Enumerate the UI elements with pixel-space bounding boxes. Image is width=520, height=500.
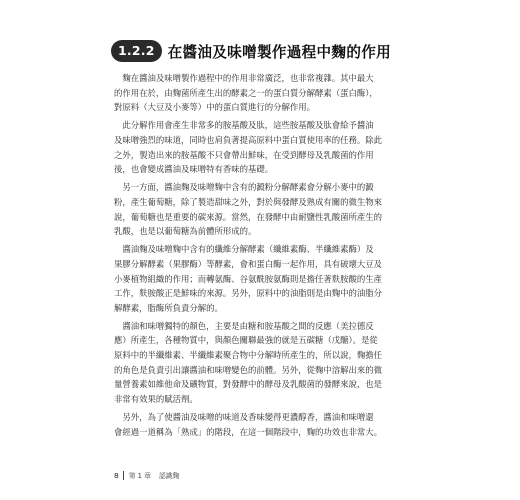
text-line: 小麥植物組織的作用；而轉氨酶、谷氨酰胺氨酶則是擔任著麩胺酸的生產 <box>114 273 382 284</box>
section-title: 在醬油及味噌製作過程中麴的作用 <box>167 43 392 61</box>
text-line: 後，也會變成醬油及味噌特有香味的基礎。 <box>114 164 274 175</box>
text-line: 此分解作用會產生非常多的胺基酸及肽，這些胺基酸及肽會給予醬油 <box>114 120 374 131</box>
text-line: 乳酸，也是以葡萄糖為前體所形成的。 <box>114 226 257 237</box>
text-line: 醬油麴及味噌麴中含有的纖維分解酵素（纖維素酶、半纖維素酶）及 <box>114 244 374 255</box>
text-line: 非常有效果的賦活劑。 <box>114 393 198 404</box>
text-line: 粉，產生葡萄糖，除了製造甜味之外，對於與發酵及熟成有關的微生物來 <box>114 196 382 207</box>
section-number-badge: 1.2.2 <box>111 40 162 62</box>
text-line: 解酵素，脂酶所負責分解的。 <box>114 302 223 313</box>
body-text <box>114 71 414 443</box>
text-line: 量營養素如維他命及礦物質，對發酵中的酵母及乳酸菌的發酵來說，也是 <box>114 379 382 390</box>
text-line: 及味噌強烈的味道，同時也肩負著提高原料中蛋白質使用率的任務。除此 <box>114 134 382 145</box>
text-line: 會經過一道稱為「熟成」的階段，在這一個階段中，麴的功效也非常大。 <box>114 426 382 437</box>
paragraph <box>114 118 414 176</box>
text-line: 原料中的半纖維素、半纖維素聚合物中分解時所產生的，所以說，麴擔任 <box>114 350 382 361</box>
paragraph <box>114 180 414 238</box>
text-line: 另外，為了使醬油及味噌的味道及香味變得更濃醇香，醬油和味噌還 <box>114 412 374 423</box>
page-footer <box>114 469 179 481</box>
footer-divider <box>123 471 124 480</box>
text-line: 之外，製造出來的胺基酸不只會帶出鮮味，在受到酵母及乳酸菌的作用 <box>114 149 374 160</box>
text-line: 另一方面，醬油麴及味噌麴中含有的澱粉分解酵素會分解小麥中的澱 <box>114 182 374 193</box>
paragraph <box>114 242 414 315</box>
text-line: 果膠分解酵素（果膠酶）等酵素，會和蛋白酶一起作用，具有破壞大豆及 <box>114 258 382 269</box>
text-line: 說，葡萄糖也是重要的碳來源。當然，在發酵中由耐鹽性乳酸菌所產生的 <box>114 211 382 222</box>
text-line: 對原料（大豆及小麥等）中的蛋白質進行的分解作用。 <box>114 102 315 113</box>
text-line: 的角色是負責引出讓醬油和味噌變色的前體。另外，從麴中溶解出來的微 <box>114 364 382 375</box>
chapter-title: 認識麴 <box>158 472 180 480</box>
text-line: 工作，麩胺酸正是鮮味的來源。另外，原料中的油脂則是由麴中的油脂分 <box>114 288 382 299</box>
text-line: 麴在醬油及味噌製作過程中的作用非常廣泛，也非常複雜。其中最大 <box>114 73 374 83</box>
chapter-label: 第 1 章 <box>128 472 151 480</box>
page-number: 8 <box>114 470 119 480</box>
paragraph <box>114 71 414 115</box>
paragraph <box>114 410 414 439</box>
text-line: 醬油和味噌獨特的顏色，主要是由糖和胺基酸之間的反應（美拉德反 <box>114 320 374 331</box>
text-line: 應）所產生，各種物質中，與顏色關聯最強的就是五碳糖（戊醣）。是從 <box>114 335 378 346</box>
text-line: 的作用在於，由麴菌所產生出的酵素之一的蛋白質分解酵素（蛋白酶）， <box>114 87 378 98</box>
section-heading <box>111 39 441 63</box>
paragraph <box>114 319 414 407</box>
